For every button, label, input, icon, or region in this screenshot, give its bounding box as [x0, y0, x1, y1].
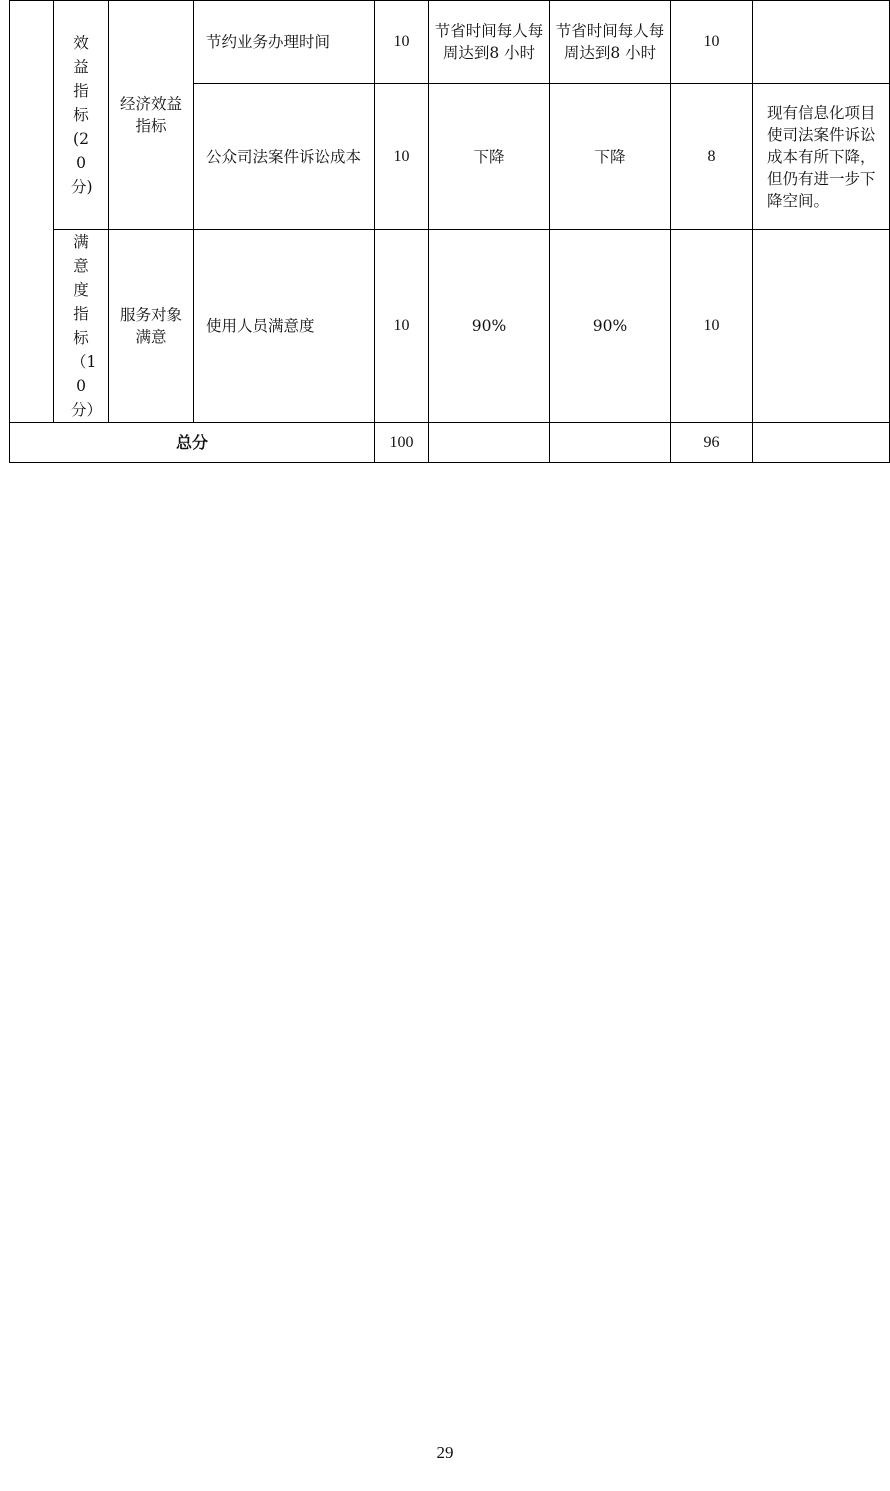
- total-actual-cell: [550, 423, 671, 463]
- table-row: [10, 1, 890, 84]
- indicator-cell: [194, 84, 375, 230]
- subgroup-label: 经济效益指标: [119, 95, 182, 135]
- indicator-label: 使用人员满意度: [206, 317, 315, 335]
- weight-value: 10: [393, 147, 410, 165]
- target-cell: [429, 84, 550, 230]
- weight-value: 10: [393, 33, 410, 50]
- weight-cell: [375, 84, 429, 230]
- actual-cell: [550, 1, 671, 84]
- actual-cell: [550, 84, 671, 230]
- note-cell: [753, 84, 890, 230]
- subgroup-cell-economic: [109, 1, 194, 230]
- total-label-cell: [10, 423, 375, 463]
- score-cell: [671, 84, 753, 230]
- target-value: 下降: [473, 147, 505, 166]
- target-cell: [429, 1, 550, 84]
- target-value: 90%: [471, 317, 507, 335]
- score-value: 10: [703, 317, 720, 334]
- score-cell: [671, 230, 753, 423]
- note-text: 现有信息化项目使司法案件诉讼成本有所下降，但仍有进一步下降空间。: [767, 103, 876, 210]
- total-weight-value: 100: [389, 433, 414, 451]
- total-weight-cell: [375, 423, 429, 463]
- weight-value: 10: [393, 317, 410, 334]
- group-label: 效益指标(20分): [71, 34, 93, 196]
- subgroup-cell-service: [109, 230, 194, 423]
- total-score-value: 96: [703, 433, 720, 451]
- actual-value: 90%: [592, 317, 628, 335]
- indicator-table: [9, 0, 890, 463]
- score-value: 10: [703, 33, 720, 50]
- indicator-label: 节约业务办理时间: [206, 33, 331, 51]
- indicator-cell: [194, 1, 375, 84]
- outer-category-cell: [10, 1, 54, 423]
- total-target-cell: [429, 423, 550, 463]
- total-note-cell: [753, 423, 890, 463]
- target-value: 节省时间每人每周达到8 小时: [434, 22, 544, 62]
- table-row: [10, 230, 890, 423]
- group-cell-satisfaction: [54, 230, 109, 423]
- target-cell: [429, 230, 550, 423]
- total-row: [10, 423, 890, 463]
- weight-cell: [375, 230, 429, 423]
- score-cell: [671, 1, 753, 84]
- actual-value: 下降: [594, 147, 626, 166]
- note-cell: [753, 230, 890, 423]
- note-cell: [753, 1, 890, 84]
- total-label: 总分: [175, 432, 208, 452]
- indicator-label: 公众司法案件诉讼成本: [206, 147, 362, 166]
- group-cell-benefit: [54, 1, 109, 230]
- total-score-cell: [671, 423, 753, 463]
- actual-cell: [550, 230, 671, 423]
- actual-value: 节省时间每人每周达到8 小时: [555, 22, 665, 62]
- weight-cell: [375, 1, 429, 84]
- subgroup-label: 服务对象满意: [119, 306, 182, 346]
- score-value: 8: [707, 147, 716, 165]
- page-number: 29: [436, 1443, 454, 1462]
- indicator-cell: [194, 230, 375, 423]
- group-label: 满意度指标（10分）: [71, 233, 103, 419]
